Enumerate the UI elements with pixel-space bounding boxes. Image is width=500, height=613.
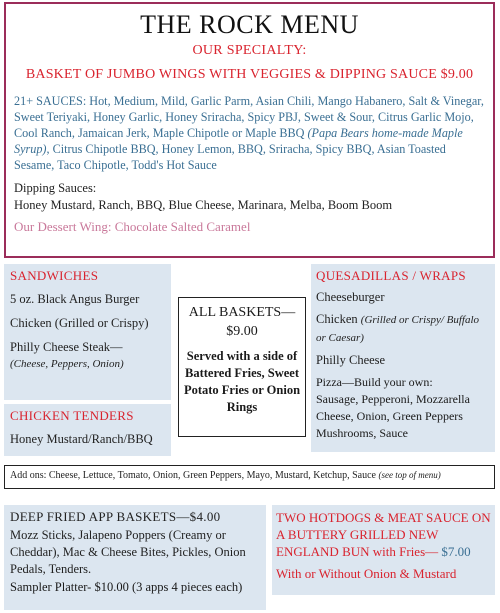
chicken-tenders-panel [4,404,171,456]
philly-toppings: (Cheese, Peppers, Onion) [10,358,124,370]
dipping-sauces-list: Honey Mustard, Ranch, BBQ, Blue Cheese, Marinara, Melba, Boom Boom [14,198,393,212]
menu-title: THE ROCK MENU [140,10,359,39]
specialty-heading: OUR SPECIALTY: [192,43,307,58]
app-baskets-title: DEEP FRIED APP BASKETS—$4.00 [10,509,221,524]
hotdogs-offer [276,509,491,560]
quesadillas-title: QUESADILLAS / WRAPS [316,268,466,283]
chicken-quesadilla-label: Chicken [316,312,361,326]
wings-basket-offer: BASKET OF JUMBO WINGS WITH VEGGIES & DIPPING SAUCE $9.00 [25,67,474,82]
dessert-wing: Our Dessert Wing: Chocolate Salted Caramel [14,219,251,234]
dipping-sauces-title: Dipping Sauces: [14,181,97,195]
baskets-title: ALL BASKETS— [188,305,296,320]
tenders-sauces: Honey Mustard/Ranch/BBQ [10,432,153,446]
app-baskets-list: Mozz Sticks, Jalapeno Poppers (Creamy or Cheddar), Mac & Cheese Bites, Pickles, Onion Pedals, Tenders. [10,528,246,576]
quesadillas-wraps-panel [311,264,495,452]
sauces-list-b: , Citrus Chipotle BBQ, Honey Lemon, BBQ, Sriracha, Spicy BBQ, Asian Toasted Sesame, Taco Chipotle, Todd's Hot Sauce [14,142,446,172]
chicken-tenders-title: CHICKEN TENDERS [10,408,134,423]
burger-item: 5 oz. Black Angus Burger [10,292,140,306]
specialty-section [4,2,495,258]
add-ons-text: Add ons: Cheese, Lettuce, Tomato, Onion, Green Peppers, Mayo, Mustard, Ketchup, Sauce [10,470,379,481]
chicken-quesadilla-options: (Grilled or Crispy/ Buffalo or Caesar) [316,314,480,344]
sandwiches-panel [4,264,171,400]
hotdogs-title: TWO HOTDOGS & MEAT SAUCE ON A BUTTERY GRILLED NEW ENGLAND BUN with Fries— [276,510,491,559]
philly-quesadilla-item: Philly Cheese [316,353,386,367]
sauces-intro: 21+ SAUCES: [14,94,87,108]
sampler-platter: Sampler Platter- $10.00 (3 apps 4 pieces each) [10,580,243,594]
baskets-description: Served with a side of Battered Fries, Sweet Potato Fries or Onion Rings [183,349,301,414]
hotdogs-option: With or Without Onion & Mustard [276,566,457,581]
hotdogs-price: $7.00 [441,544,471,559]
sauces-note: (Papa Bears home-made Maple Syrup) [14,126,463,156]
baskets-price: $9.00 [226,324,258,339]
philly-label: Philly Cheese Steak— [10,340,123,354]
philly-item [10,339,165,373]
sandwiches-title: SANDWICHES [10,268,99,283]
sauces-list-a: Hot, Medium, Mild, Garlic Parm, Asian Chili, Mango Habanero, Salt & Vinegar, Sweet Teriyaki, Honey Garlic, Honey Sriracha, Spicy PBJ, Sweet & Sour, Citrus Garlic Mojo, Cool Ranch, Jamaican Jerk, Maple Chipotle or Maple BBQ [14,94,484,140]
chicken-sandwich-item: Chicken (Grilled or Crispy) [10,316,149,330]
app-baskets-panel [4,505,266,610]
pizza-toppings: Sausage, Pepperoni, Mozzarella Cheese, Onion, Green Peppers Mushrooms, Sauce [316,392,470,440]
hotdogs-panel [272,505,495,595]
chicken-quesadilla-item [316,311,490,347]
sauces-list [14,93,485,173]
cheeseburger-item: Cheeseburger [316,290,385,304]
add-ons-note: (see top of menu) [378,470,441,480]
pizza-item [316,374,490,442]
add-ons-bar [4,465,495,489]
pizza-label: Pizza—Build your own: [316,375,433,389]
all-baskets-box [178,297,306,437]
